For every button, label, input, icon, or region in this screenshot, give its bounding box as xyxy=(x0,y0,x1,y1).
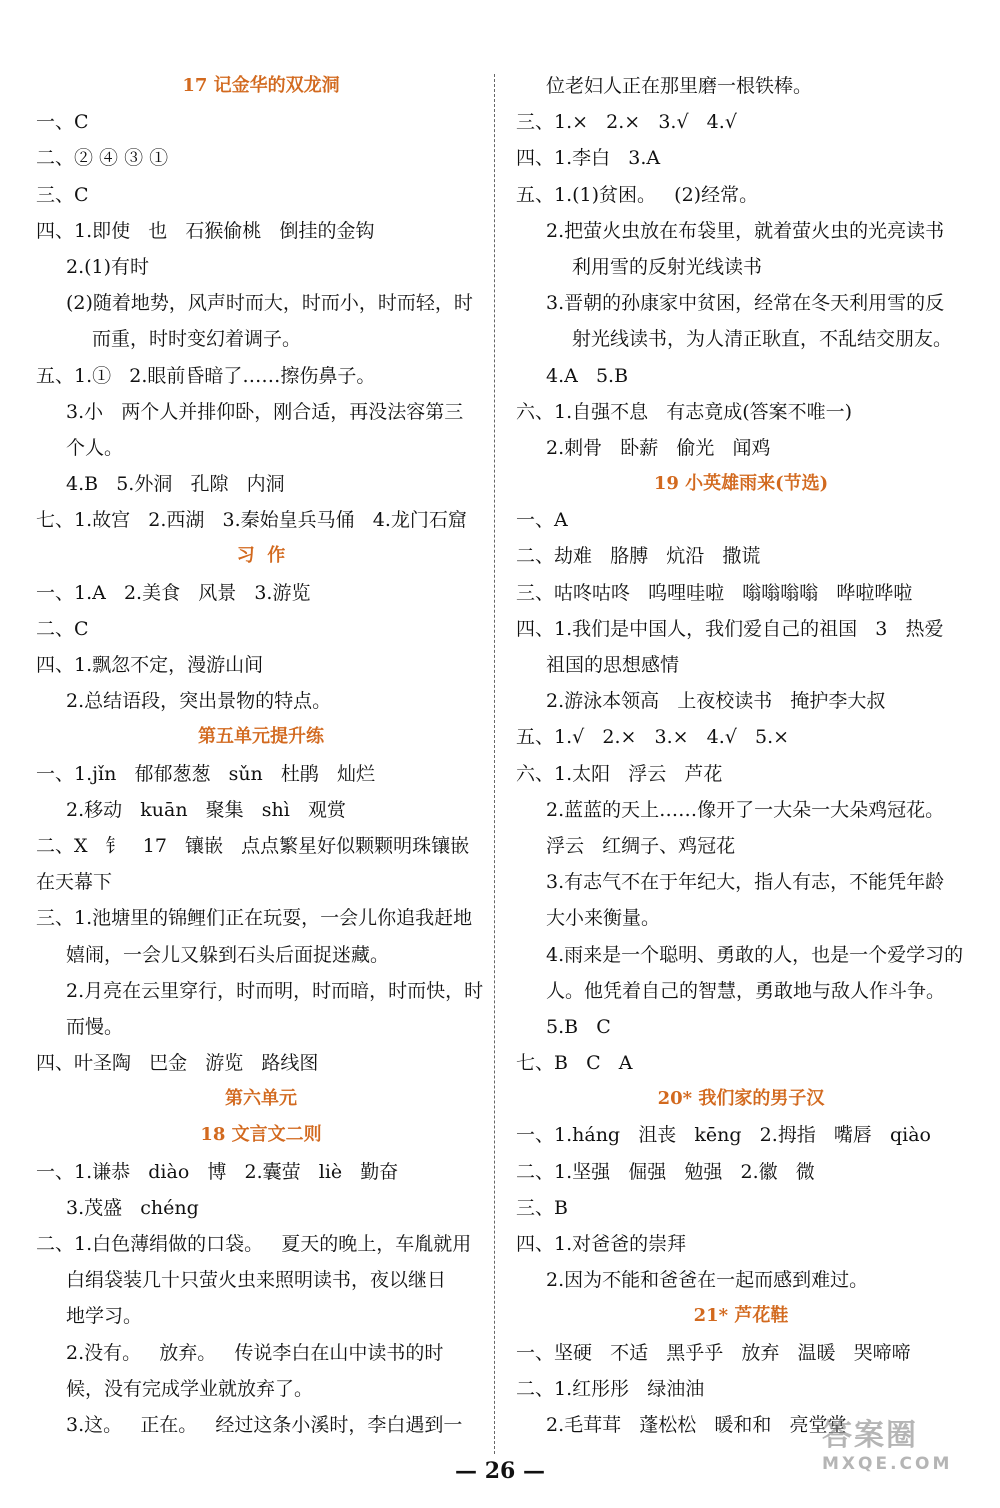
answer-line: 二、X 钅 17 镶嵌 点点繁星好似颗颗明珠镶嵌 xyxy=(36,834,470,857)
answer-line: 2.月亮在云里穿行，时而明，时而暗，时而快，时 xyxy=(66,979,484,1002)
answer-line: 三、B xyxy=(516,1196,568,1219)
answer-line: 一、1.谦恭 diào 博 2.囊萤 liè 勤奋 xyxy=(36,1160,399,1183)
answer-line: 2.移动 kuān 聚集 shì 观赏 xyxy=(66,798,346,821)
answer-line: 4.B 5.外洞 孔隙 内洞 xyxy=(66,473,285,496)
section-heading: 习 作 xyxy=(236,545,286,567)
answer-line: 二、C xyxy=(36,617,89,640)
page-number: — 26 — xyxy=(455,1458,545,1484)
section-heading: 19 小英雄雨来(节选) xyxy=(653,473,829,495)
answer-line: 一、A xyxy=(516,509,568,532)
answer-line: 六、1.太阳 浮云 芦花 xyxy=(516,762,723,785)
section-heading: 18 文言文二则 xyxy=(200,1124,322,1146)
answer-line: 三、C xyxy=(36,183,89,206)
section-heading: 17 记金华的双龙洞 xyxy=(182,75,340,96)
answer-line: 嬉闹，一会儿又躲到石头后面捉迷藏。 xyxy=(66,943,390,966)
section-heading: 20* 我们家的男子汉 xyxy=(657,1088,825,1110)
answer-line: 4.A 5.B xyxy=(546,364,629,387)
answer-line: 3.茂盛 chéng xyxy=(66,1196,199,1219)
answer-line: 一、1.A 2.美食 风景 3.游览 xyxy=(36,581,311,604)
answer-line: 位老妇人正在那里磨一根铁棒。 xyxy=(546,75,813,97)
answer-line: 而慢。 xyxy=(66,1015,124,1038)
answer-line: 四、1.我们是中国人，我们爱自己的祖国 3 热爱 xyxy=(516,617,944,640)
watermark-text-top: 答案圈 xyxy=(822,1418,918,1453)
answer-line: 二、1.坚强 倔强 勉强 2.徽 微 xyxy=(516,1160,815,1183)
answer-line: 二、1.白色薄绢做的口袋。 夏天的晚上，车胤就用 xyxy=(36,1233,472,1255)
answer-line: 3.小 两个人并排仰卧，刚合适，再没法容第三 xyxy=(66,400,464,423)
answer-line: 2.总结语段，突出景物的特点。 xyxy=(66,690,332,713)
answer-line: 四、1.对爸爸的崇拜 xyxy=(516,1233,687,1255)
answer-line: 射光线读书，为人清正耿直，不乱结交朋友。 xyxy=(572,328,953,351)
answer-line: 3.这。 正在。 经过这条小溪时，李白遇到一 xyxy=(66,1413,463,1436)
answer-line: 2.刺骨 卧薪 偷光 闻鸡 xyxy=(546,436,771,459)
answer-line: 一、1.háng 沮丧 kēng 2.拇指 嘴唇 qiào xyxy=(516,1124,931,1147)
answer-line: 五、1.① 2.眼前昏暗了……擦伤鼻子。 xyxy=(36,364,376,387)
answer-line: 2.毛茸茸 蓬松松 暖和和 亮堂堂 xyxy=(546,1413,847,1436)
answer-line: 3.有志气不在于年纪大，指人有志，不能凭年龄 xyxy=(546,871,945,894)
watermark-logo xyxy=(822,1410,982,1480)
answer-line: 四、1.即使 也 石猴偷桃 倒挂的金钩 xyxy=(36,219,375,242)
answer-line: 白绢袋装几十只萤火虫来照明读书，夜以继日 xyxy=(66,1269,447,1292)
answer-line: 二、1.红彤彤 绿油油 xyxy=(516,1377,705,1400)
answer-line: 个人。 xyxy=(66,436,124,459)
answer-line: 3.晋朝的孙康家中贫困，经常在冬天利用雪的反 xyxy=(546,292,945,315)
answer-line: 候，没有完成学业就放弃了。 xyxy=(66,1377,314,1400)
answer-line: 四、1.飘忽不定，漫游山间 xyxy=(36,654,264,676)
answer-line: 一、1.jǐn 郁郁葱葱 sǔn 杜鹃 灿烂 xyxy=(36,762,376,785)
answer-line: 人。他凭着自己的智慧，勇敢地与敌人作斗争。 xyxy=(546,979,946,1002)
answer-line: 而重，时时变幻着调子。 xyxy=(92,328,302,351)
answer-line: 七、B C A xyxy=(516,1052,633,1075)
left-column xyxy=(36,68,486,1443)
answer-line: 一、C xyxy=(36,111,89,134)
answer-line: 七、1.故宫 2.西湖 3.秦始皇兵马俑 4.龙门石窟 xyxy=(36,509,467,532)
answer-line: 三、1.池塘里的锦鲤们正在玩耍，一会儿你追我赶地 xyxy=(36,907,473,930)
answer-line: 2.游泳本领高 上夜校读书 掩护李大叔 xyxy=(546,690,886,713)
answer-line: 六、1.自强不息 有志竟成(答案不唯一) xyxy=(516,400,853,423)
answer-line: 四、1.李白 3.A xyxy=(516,147,661,170)
answer-line: 一、坚硬 不适 黑乎乎 放弃 温暖 哭啼啼 xyxy=(516,1341,911,1364)
answer-line: 地学习。 xyxy=(66,1305,143,1328)
answer-line: 利用雪的反射光线读书 xyxy=(572,255,763,278)
section-heading: 第五单元提升练 xyxy=(198,726,324,748)
answer-line: 5.B C xyxy=(546,1015,611,1038)
answer-line: 五、1.√ 2.× 3.× 4.√ 5.× xyxy=(516,726,790,749)
answer-line: 三、1.× 2.× 3.√ 4.√ xyxy=(516,111,737,134)
section-heading: 第六单元 xyxy=(225,1088,297,1110)
answer-line: 2.蓝蓝的天上……像开了一大朵一大朵鸡冠花。 xyxy=(546,798,945,821)
answer-line: 2.没有。 放弃。 传说李白在山中读书的时 xyxy=(66,1341,444,1364)
answer-line: 2.把萤火虫放在布袋里，就着萤火虫的光亮读书 xyxy=(546,219,945,242)
answer-line: 4.雨来是一个聪明、勇敢的人，也是一个爱学习的 xyxy=(546,943,964,966)
answer-line: 浮云 红绸子、鸡冠花 xyxy=(546,834,736,857)
answer-line: 祖国的思想感情 xyxy=(546,654,680,676)
answer-line: 五、1.(1)贫困。 (2)经常。 xyxy=(516,183,759,206)
watermark-text-bottom: MXQE.COM xyxy=(822,1454,953,1474)
answer-line: 二、② ④ ③ ① xyxy=(36,147,169,170)
answer-line: (2)随着地势，风声时而大，时而小，时而轻，时 xyxy=(66,292,473,315)
answer-line: 大小来衡量。 xyxy=(546,907,661,930)
section-heading: 21* 芦花鞋 xyxy=(693,1305,789,1327)
answer-line: 2.(1)有时 xyxy=(66,255,150,278)
answer-line: 2.因为不能和爸爸在一起而感到难过。 xyxy=(546,1269,869,1292)
answer-line: 二、劫难 胳膊 炕沿 撒谎 xyxy=(516,545,761,568)
right-column xyxy=(516,68,966,1443)
answer-line: 三、咕咚咕咚 呜哩哇啦 嗡嗡嗡嗡 哗啦哗啦 xyxy=(516,581,913,604)
answer-line: 在天幕下 xyxy=(36,871,113,894)
answer-line: 四、叶圣陶 巴金 游览 路线图 xyxy=(36,1052,319,1075)
column-divider xyxy=(494,74,495,1454)
